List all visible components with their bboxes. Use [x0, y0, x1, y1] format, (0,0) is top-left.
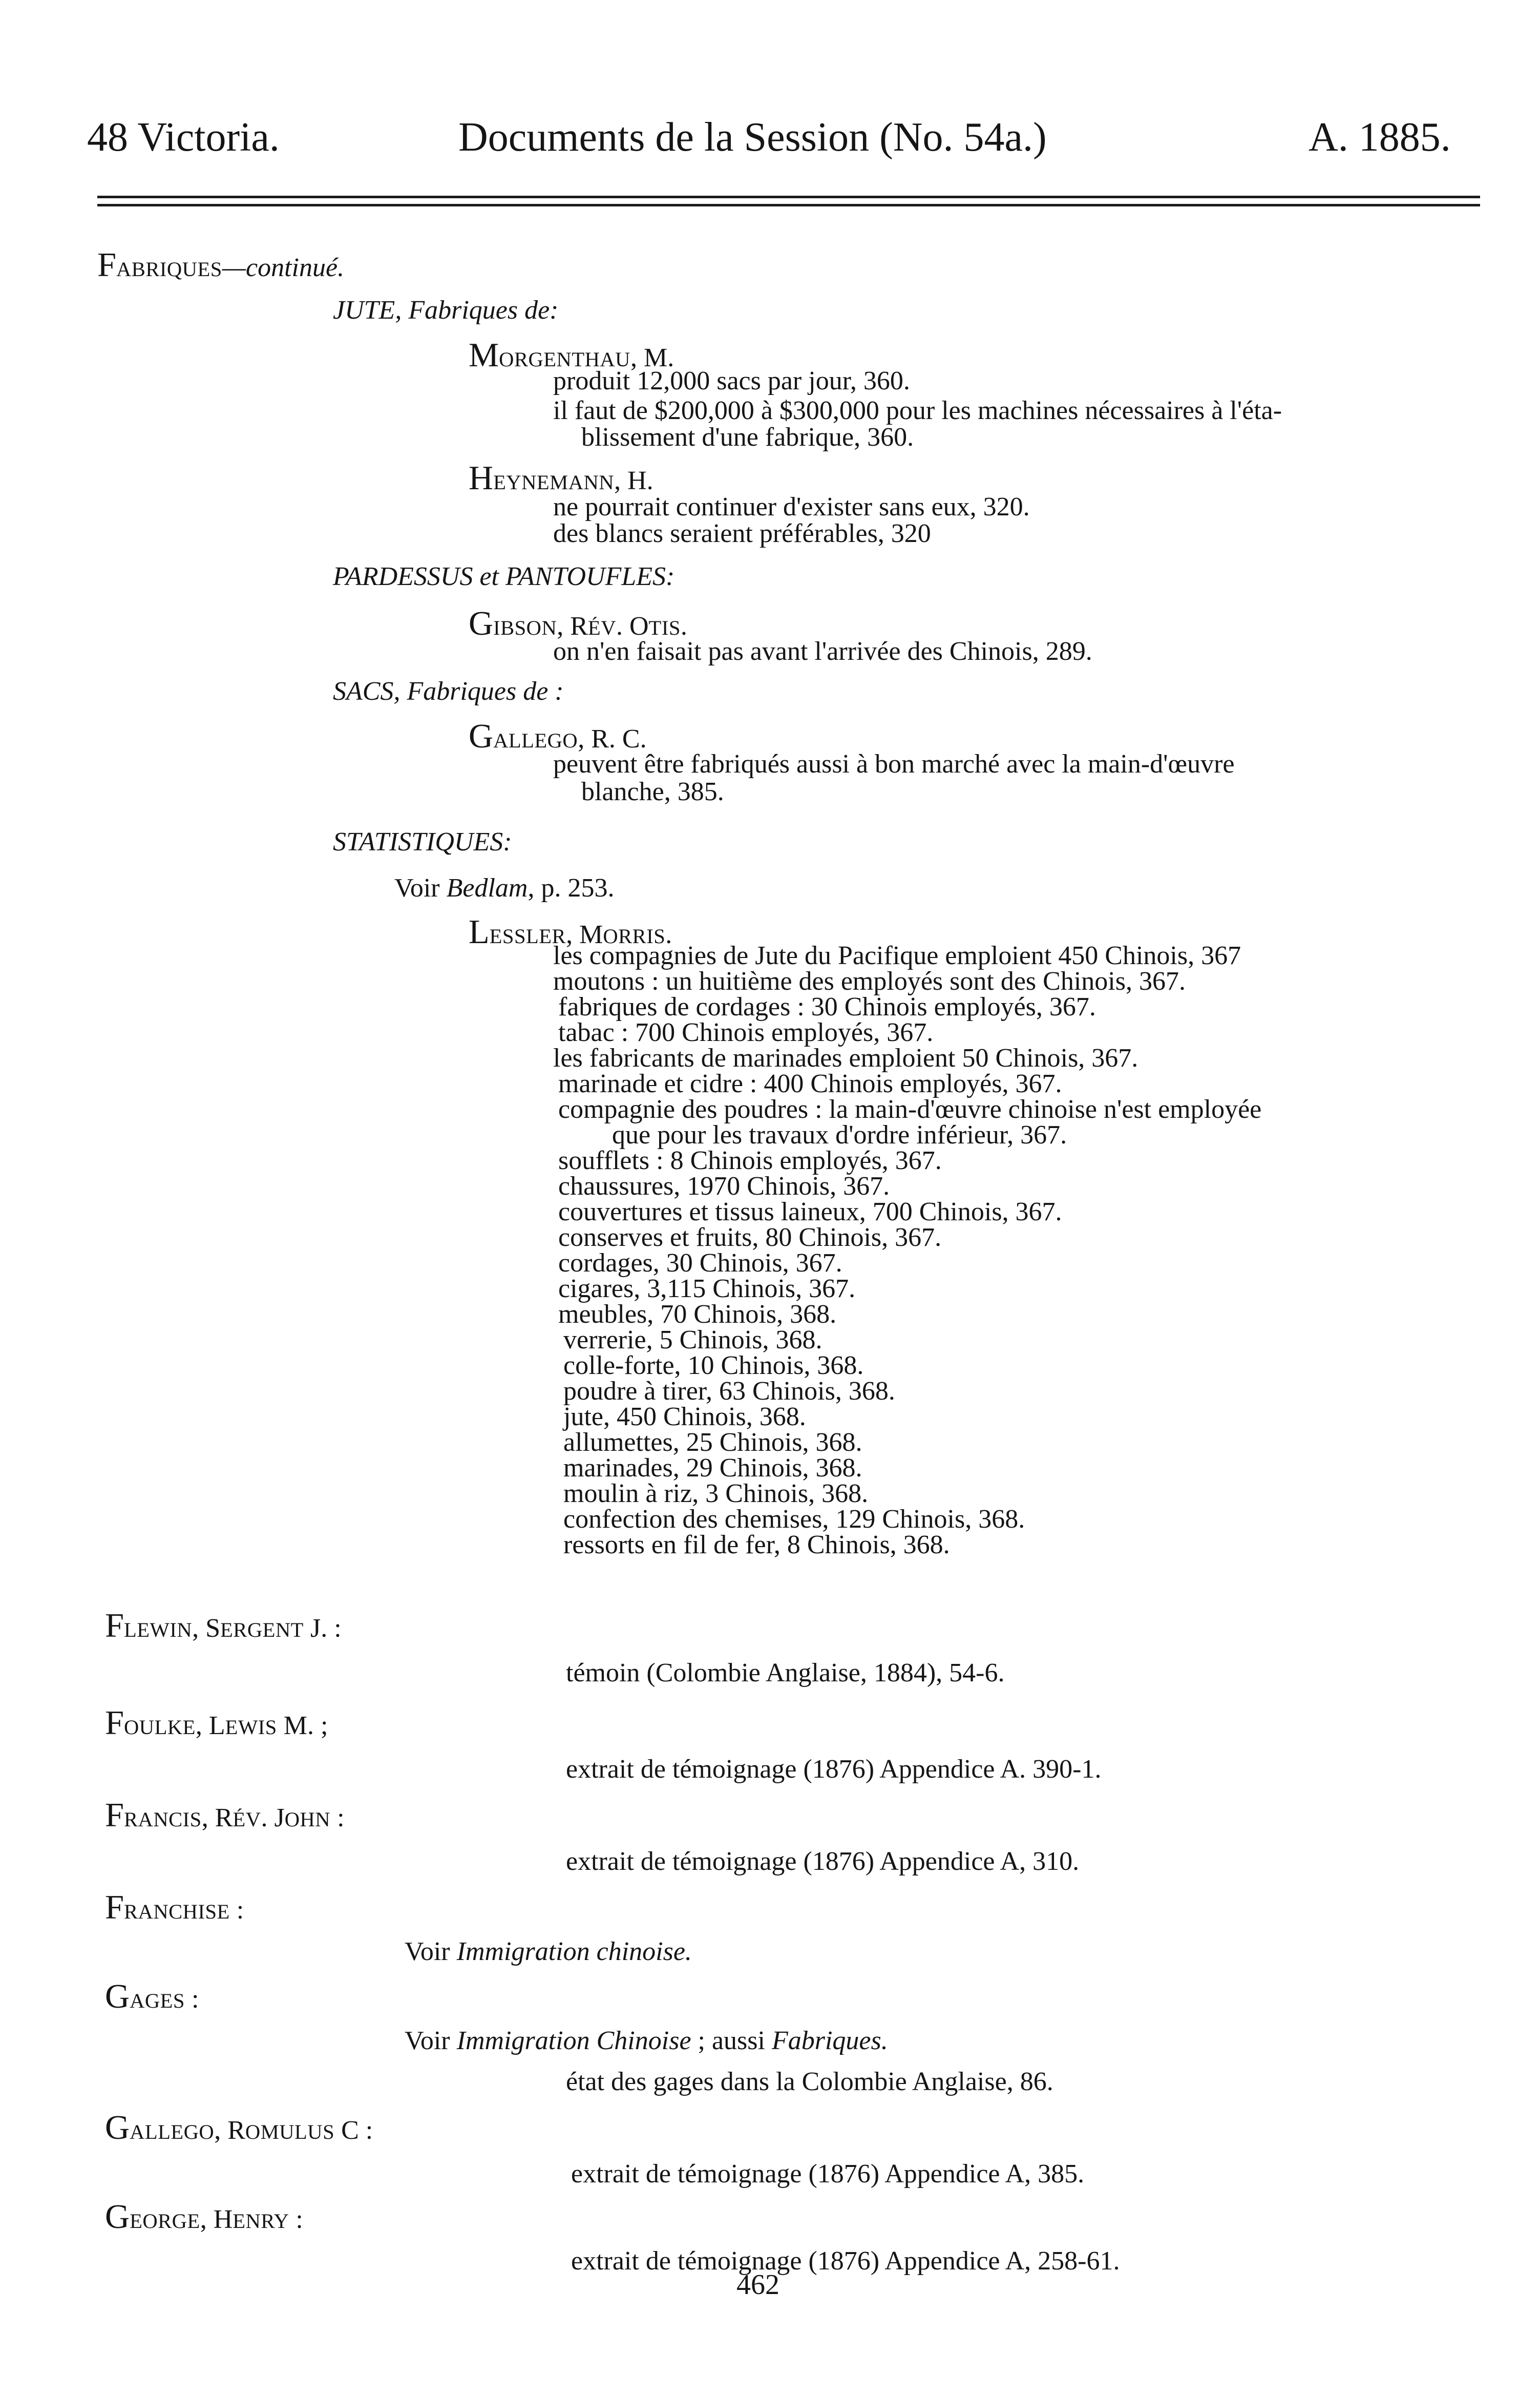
- entry-george: GEORGE, HENRY :: [105, 2198, 303, 2236]
- list-item: cigares, 3,115 Chinois, 367.: [558, 1274, 856, 1303]
- witness-gibson: GIBSON, RÉV. OTIS.: [469, 605, 687, 642]
- section-heading: FABRIQUES—continué.: [97, 246, 345, 284]
- subheading-jute: JUTE, Fabriques de:: [333, 296, 559, 325]
- header-center: Documents de la Session (No. 54a.): [458, 115, 1047, 160]
- list-item: état des gages dans la Colombie Anglaise, 86.: [566, 2067, 1053, 2096]
- list-item: marinades, 29 Chinois, 368.: [563, 1453, 862, 1483]
- list-item: ne pourrait continuer d'exister sans eux, 320.: [553, 492, 1030, 522]
- witness-morgenthau: MORGENTHAU, M.: [469, 337, 674, 374]
- entry-flewin: FLEWIN, SERGENT J. :: [105, 1607, 342, 1644]
- entry-gages: GAGES :: [105, 1978, 199, 2015]
- list-item: extrait de témoignage (1876) Appendice A, 258-61.: [571, 2246, 1120, 2276]
- subheading-pardessus: PARDESSUS et PANTOUFLES:: [333, 562, 675, 591]
- page-number: 462: [736, 2269, 779, 2301]
- list-item: meubles, 70 Chinois, 368.: [558, 1300, 837, 1329]
- subheading-statistiques: STATISTIQUES:: [333, 827, 512, 857]
- list-item: ressorts en fil de fer, 8 Chinois, 368.: [563, 1530, 950, 1559]
- list-item: les fabricants de marinades emploient 50 Chinois, 367.: [553, 1044, 1138, 1073]
- list-item: fabriques de cordages : 30 Chinois employés, 367.: [558, 992, 1096, 1022]
- list-item: jute, 450 Chinois, 368.: [563, 1402, 806, 1431]
- list-item: produit 12,000 sacs par jour, 360.: [553, 366, 910, 395]
- list-item: compagnie des poudres : la main-d'œuvre chinoise n'est employée: [558, 1095, 1262, 1124]
- witness-heynemann: HEYNEMANN, H.: [469, 460, 653, 497]
- list-item: colle-forte, 10 Chinois, 368.: [563, 1351, 864, 1380]
- list-item: blissement d'une fabrique, 360.: [581, 423, 914, 452]
- witness-gallego-rc: GALLEGO, R. C.: [469, 718, 647, 755]
- list-item: extrait de témoignage (1876) Appendice A, 310.: [566, 1847, 1080, 1876]
- list-item: cordages, 30 Chinois, 367.: [558, 1248, 842, 1278]
- list-item: soufflets : 8 Chinois employés, 367.: [558, 1146, 942, 1175]
- list-item: il faut de $200,000 à $300,000 pour les machines nécessaires à l'éta-: [553, 396, 1282, 425]
- see-also-immigration: Voir Immigration chinoise.: [405, 1937, 692, 1966]
- list-item: couvertures et tissus laineux, 700 Chinois, 367.: [558, 1197, 1062, 1226]
- entry-francis: FRANCIS, RÉV. JOHN :: [105, 1797, 345, 1834]
- list-item: des blancs seraient préférables, 320: [553, 519, 931, 548]
- list-item: peuvent être fabriqués aussi à bon marché avec la main-d'œuvre: [553, 749, 1235, 779]
- list-item: extrait de témoignage (1876) Appendice A. 390-1.: [566, 1755, 1102, 1784]
- list-item: moulin à riz, 3 Chinois, 368.: [563, 1479, 869, 1508]
- list-item: allumettes, 25 Chinois, 368.: [563, 1428, 862, 1457]
- subheading-sacs: SACS, Fabriques de :: [333, 677, 564, 706]
- list-item: tabac : 700 Chinois employés, 367.: [558, 1018, 934, 1047]
- header-rule-top: [97, 196, 1480, 198]
- list-item: marinade et cidre : 400 Chinois employés, 367.: [558, 1069, 1062, 1098]
- see-also-immigration-fabriques: Voir Immigration Chinoise ; aussi Fabriques.: [405, 2026, 888, 2055]
- see-also-bedlam: Voir Bedlam, p. 253.: [394, 873, 615, 903]
- entry-gallego-romulus: GALLEGO, ROMULUS C :: [105, 2109, 373, 2146]
- list-item: que pour les travaux d'ordre inférieur, 367.: [612, 1120, 1067, 1150]
- list-item: les compagnies de Jute du Pacifique emploient 450 Chinois, 367: [553, 941, 1241, 970]
- entry-franchise: FRANCHISE :: [105, 1889, 244, 1926]
- list-item: extrait de témoignage (1876) Appendice A, 385.: [571, 2159, 1085, 2188]
- list-item: on n'en faisait pas avant l'arrivée des Chinois, 289.: [553, 637, 1092, 666]
- list-item: confection des chemises, 129 Chinois, 368.: [563, 1505, 1025, 1534]
- list-item: verrerie, 5 Chinois, 368.: [563, 1325, 822, 1354]
- header-rule-bottom: [97, 204, 1480, 206]
- entry-foulke: FOULKE, LEWIS M. ;: [105, 1704, 328, 1742]
- header-left: 48 Victoria.: [87, 115, 280, 160]
- list-item: poudre à tirer, 63 Chinois, 368.: [563, 1377, 895, 1406]
- list-item: chaussures, 1970 Chinois, 367.: [558, 1172, 890, 1201]
- list-item: conserves et fruits, 80 Chinois, 367.: [558, 1223, 942, 1252]
- list-item: témoin (Colombie Anglaise, 1884), 54-6.: [566, 1658, 1005, 1687]
- list-item: blanche, 385.: [581, 777, 724, 806]
- witness-lessler: LESSLER, MORRIS.: [469, 913, 672, 951]
- header-right: A. 1885.: [1309, 115, 1451, 160]
- list-item: moutons : un huitième des employés sont des Chinois, 367.: [553, 967, 1186, 996]
